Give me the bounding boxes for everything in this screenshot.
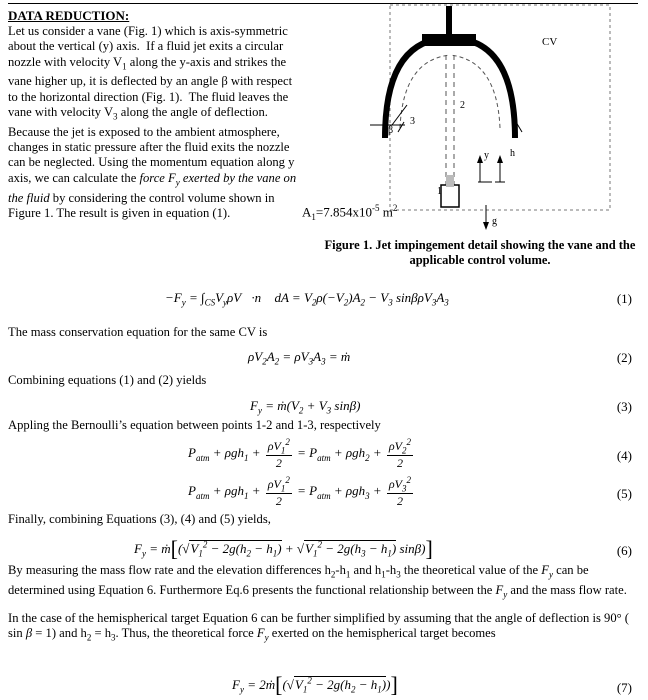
equation-3-number: (3) <box>616 399 632 414</box>
g-label: g <box>492 216 497 227</box>
equation-7-number: (7) <box>616 680 632 695</box>
combine-intro: Combining equations (1) and (2) yields <box>8 373 207 387</box>
equation-5: $P_{atm} + \rho gh_1$ + $\frac{\rho V_1^2}{2}$ = $P_{atm} + \rho gh_3$ + $\frac{\rho V_3^2}{2}$ <box>188 475 411 509</box>
area-label: $A_1=7.854x10^{-5}$ $m^2$ <box>302 203 398 222</box>
fluid-left <box>400 55 450 128</box>
equation-5-number: (5) <box>616 486 632 501</box>
section-heading: DATA REDUCTION: <box>8 8 130 23</box>
final-intro: Finally, combining Equations (3), (4) and (5) yields, <box>8 512 271 526</box>
outflow-left-arrow <box>398 122 404 132</box>
point-3-label: 3 <box>410 116 415 127</box>
equation-2-number: (2) <box>616 350 632 365</box>
measurement-paragraph: By measuring the mass flow rate and the elevation differences $h_2-h_1$ and $h_1-h_3$ the theoretical value of the $F_y$ can be determined using Equation 6. Furthermore Eq.6 presents the functional relationship between the $F_y$ and the mass flow rate. <box>8 563 627 600</box>
nozzle-tip <box>446 175 454 187</box>
figure-caption: Figure 1. Jet impingement detail showing the vane and the applicable control volume. <box>324 238 636 267</box>
equation-3: $F_y$ = $ṁ(V_2 + V_3$ sinβ) <box>250 398 361 416</box>
equation-2: $\rho V_2A_2 = \rho V_3A_3$ = ṁ <box>248 349 351 367</box>
point-2-label: 2 <box>460 100 465 111</box>
equation-6: $F_y$ = $ṁ[(√V_1^2 - 2g(h_2 - h_1) + √V_1^2 - 2g(h_3 - h_1)$ sinβ)] <box>134 536 433 561</box>
equation-1-number: (1) <box>616 291 632 306</box>
equation-4-number: (4) <box>616 448 632 463</box>
vane-figure <box>290 0 640 270</box>
vane-support <box>446 6 452 36</box>
equation-7: $F_y$ = $2ṁ[(√V_1^2 - 2g(h_2 - h_1))]$ <box>232 672 398 697</box>
point-1-label: 1 <box>437 186 442 197</box>
equation-6-number: (6) <box>616 543 632 558</box>
cv-label: CV <box>542 36 558 48</box>
hemisphere-paragraph: In the case of the hemispherical target Equation 6 can be further simplified by assuming that the angle of deflection is 90° ( sin β = 1) and $h_2 = h_3$. Thus, the theoretical force $F_y$ exerted on the hemispherical target becomes <box>8 611 630 643</box>
equation-1: $-F_y$ = $\int_{CS}V_y\rho V⃗\cdot n⃗$ dA = $V_2\rho(-V_2)A_2 - V_3$ $\sin\beta\rho V_3A_3$ <box>165 290 449 308</box>
mass-intro: The mass conservation equation for the same CV is <box>8 325 268 339</box>
vane-arc <box>385 38 515 138</box>
fluid-right <box>450 55 500 128</box>
equation-4: $P_{atm} + \rho gh_1$ + $\frac{\rho V_1^2}{2}$ = $P_{atm} + \rho gh_2$ + $\frac{\rho V_2^2}{2}$ <box>188 437 411 471</box>
bernoulli-intro: Appling the Bernoulli’s equation between points 1-2 and 1-3, respectively <box>8 418 381 432</box>
beta-label: β <box>388 125 394 136</box>
h-label: h <box>510 148 515 159</box>
deflection-line <box>392 105 407 125</box>
nozzle <box>441 185 459 207</box>
intro-paragraph: Let us consider a vane (Fig. 1) which is axis-symmetric about the vertical (y) axis. If a fluid jet exits a circular nozzle with velocity $V_1$ along the y-axis and strikes the vane higher up, it is deflected by an angle β with respect to the horizontal direction (Fig. 1). The fluid leaves the vane with velocity $V_3$ along the angle of deflection. Because the jet is exposed to the ambient atmosphere, changes in static pressure after the fluid exits the nozzle can be neglected. Using the momentum equation along y axis, we can calculate the force $F_y$ exerted by the vane on the fluid by considering the control volume shown in Figure 1. The result is given in equation (1). <box>8 24 297 220</box>
y-label: y <box>484 150 489 161</box>
